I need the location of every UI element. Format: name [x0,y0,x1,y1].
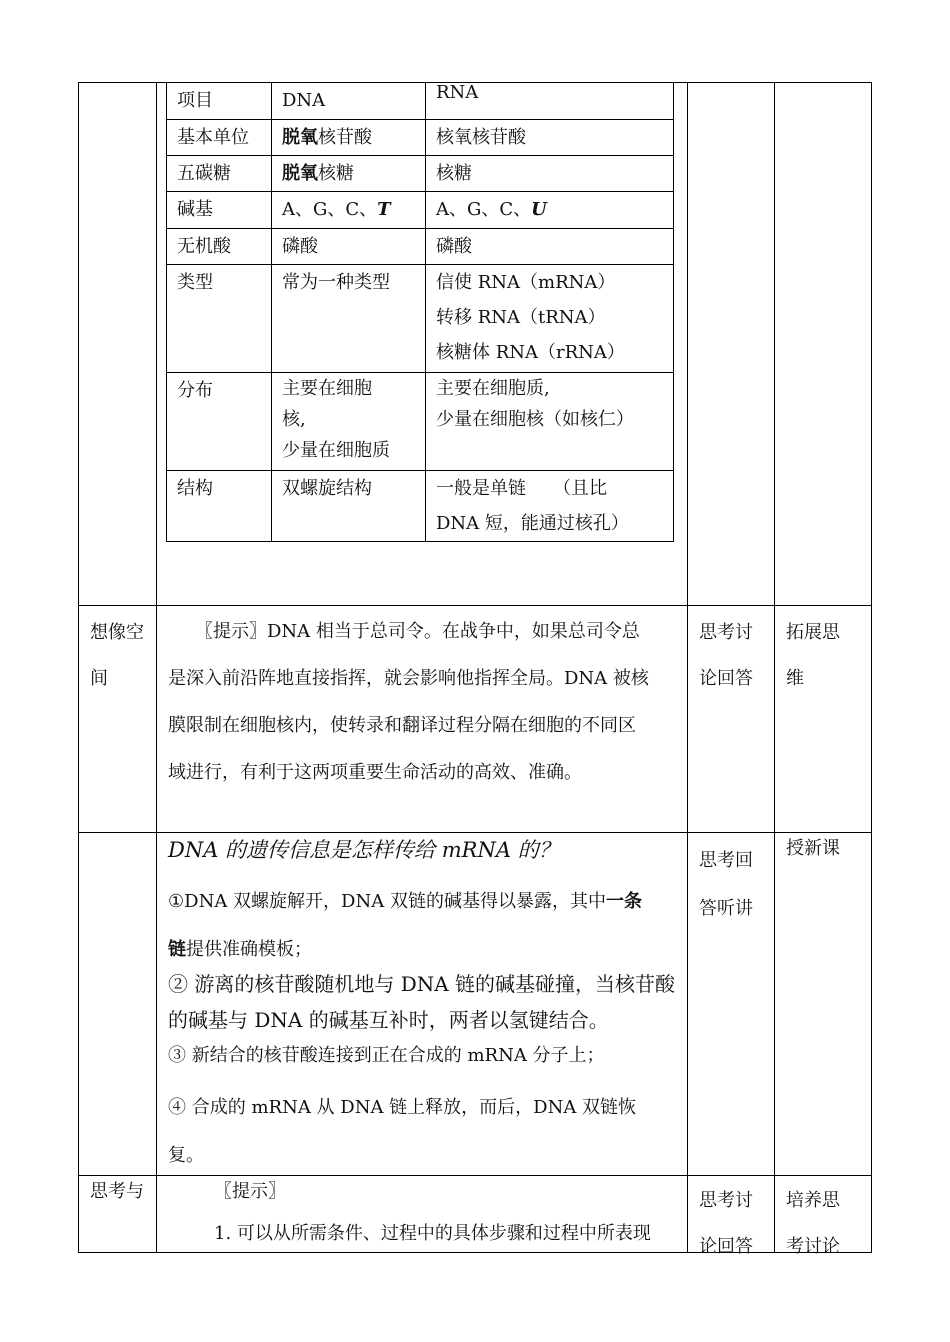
rna-unique-base: U [531,199,547,220]
step-1-text: 提供准确模板； [186,939,312,960]
dna-distribution-line: 少量在细胞质 [282,440,390,461]
think-point-1: 1. 可以从所需条件、过程中的具体步骤和过程中所表现 [214,1223,651,1244]
dna-value-rest: 核苷酸 [318,127,372,148]
think-hint: 〖提示〗 [214,1181,286,1202]
table-row [167,192,674,229]
step-1-line [168,878,678,926]
row-title-imagine [90,610,144,702]
rna-value: 核氧核苷酸 [426,120,674,156]
rna-distribution-line: 主要在细胞质, [436,378,550,399]
activity-line: 思考回 [699,850,753,871]
transcription-question: DNA 的遗传信息是怎样传给 mRNA 的？ [168,838,560,862]
dna-value-bold: 脱氧 [282,127,318,148]
table-row [167,83,674,120]
rna-value [426,192,674,229]
rna-structure-line: 一般是单链 （且比 [436,478,607,499]
dna-rna-comparison-table [166,82,673,542]
paragraph-line: 是深入前沿阵地直接指挥，就会影响他指挥全局。DNA 被核 [168,668,649,689]
rna-value: 核糖 [426,156,674,192]
rna-type-line: 转移 RNA（tRNA） [436,307,606,328]
activity-cell [699,1178,753,1270]
dna-value: 磷酸 [272,229,426,265]
row-label: 碱基 [167,192,272,229]
step-2-line: 的碱基与 DNA 的碱基互补时，两者以氢键结合。 [168,1008,609,1032]
rna-type-line: 核糖体 RNA（rRNA） [436,342,625,363]
table-row [167,120,674,156]
dna-value [272,192,426,229]
step-3: ③ 新结合的核苷酸连接到正在合成的 mRNA 分子上； [168,1045,605,1066]
step-1 [168,878,678,974]
dna-value: 常为一种类型 [272,265,426,373]
table-row [167,373,674,471]
table-border-left [78,82,79,1253]
dna-unique-base: T [377,199,391,220]
dna-bases: A、G、C、 [282,199,378,220]
step-1-text: ①DNA 双螺旋解开，DNA 双链的碱基得以暴露，其中 [168,891,606,912]
table-col-divider [156,82,157,1253]
step-1-bold: 一条 [605,891,642,912]
row-title-think: 思考与 [90,1181,144,1202]
dna-value [272,156,426,192]
dna-value [272,373,426,471]
row-title-line: 间 [90,668,108,689]
activity-line: 答听讲 [699,898,753,919]
activity-line: 论回答 [699,668,753,689]
dna-value-bold: 脱氧 [282,163,318,184]
row-label: 结构 [167,471,272,542]
step-4-line: 复。 [168,1145,204,1166]
table-row [167,265,674,373]
purpose-line: 考讨论 [786,1236,840,1257]
paragraph-line: 〖提示〗DNA 相当于总司令。在战争中，如果总司令总 [168,621,640,642]
activity-line: 思考讨 [699,622,753,643]
rna-distribution-line: 少量在细胞核（如核仁） [436,409,634,430]
purpose-line: 拓展思 [786,622,840,643]
imagine-hint-paragraph [168,608,649,796]
purpose-line: 培养思 [786,1190,840,1211]
table-col-divider [687,82,688,1253]
activity-line: 论回答 [699,1236,753,1257]
rna-value [426,471,674,542]
header-rna: RNA [426,83,674,120]
dna-value [272,120,426,156]
purpose-cell: 授新课 [786,838,840,859]
table-col-divider [774,82,775,1253]
purpose-line: 维 [786,668,804,689]
rna-value: 磷酸 [426,229,674,265]
table-row-divider [78,605,872,606]
step-1-bold: 链 [168,939,186,960]
header-dna: DNA [272,83,426,120]
purpose-cell [786,1178,840,1270]
rna-value [426,265,674,373]
row-label: 五碳糖 [167,156,272,192]
paragraph-line: 域进行，有利于这两项重要生命活动的高效、准确。 [168,762,582,783]
dna-value-rest: 核糖 [318,163,354,184]
dna-distribution-line: 核, [282,409,306,430]
table-row-divider [78,832,872,833]
rna-type-line: 信使 RNA（mRNA） [436,272,616,293]
row-label: 无机酸 [167,229,272,265]
step-2-line: ② 游离的核苷酸随机地与 DNA 链的碱基碰撞，当核苷酸 [168,972,676,996]
row-title-line: 想像空 [90,622,144,643]
paragraph-line: 膜限制在细胞核内，使转录和翻译过程分隔在细胞的不同区 [168,715,636,736]
purpose-cell [786,610,840,702]
activity-cell [699,837,753,933]
table-border-right [871,82,872,1253]
step-2 [168,966,675,1038]
activity-line: 思考讨 [699,1190,753,1211]
rna-structure-line: DNA 短，能通过核孔） [436,513,629,534]
row-label: 类型 [167,265,272,373]
table-row [167,156,674,192]
dna-value: 双螺旋结构 [272,471,426,542]
row-label: 基本单位 [167,120,272,156]
activity-cell [699,610,753,702]
dna-distribution-line: 主要在细胞 [282,378,372,399]
step-4-line: ④ 合成的 mRNA 从 DNA 链上释放，而后，DNA 双链恢 [168,1097,637,1118]
header-item: 项目 [167,83,272,120]
row-label: 分布 [167,373,272,471]
table-row [167,471,674,542]
step-4 [168,1084,636,1180]
table-row [167,229,674,265]
rna-bases: A、G、C、 [436,199,532,220]
rna-value [426,373,674,471]
